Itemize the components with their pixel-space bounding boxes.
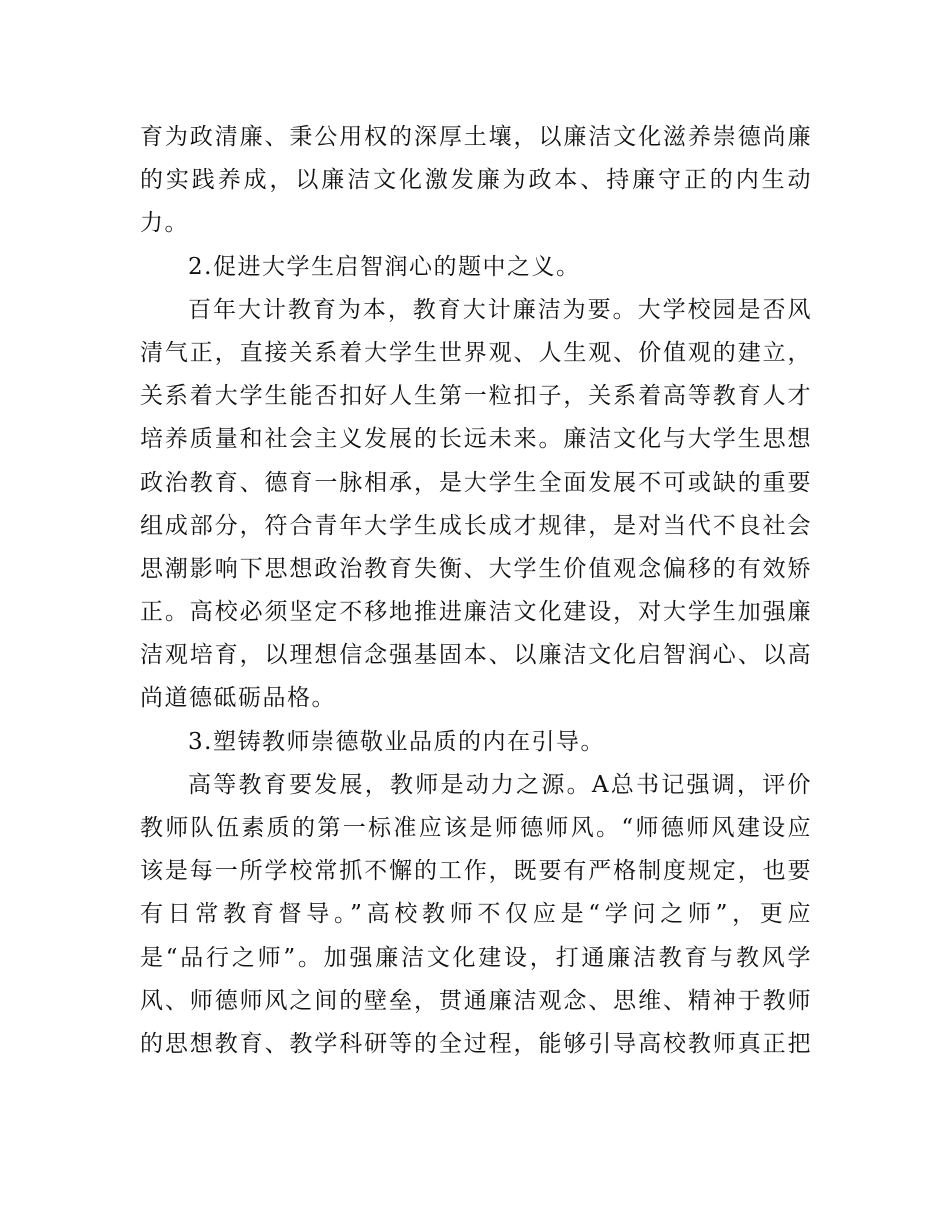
text-line: 是“品行之师”。加强廉洁文化建设，打通廉洁教育与教风学 [140,944,812,971]
text-line: 风、师德师风之间的壁垒，贯通廉洁观念、思维、精神于教师 [140,987,812,1014]
text-line: 高等教育要发展，教师是动力之源。A总书记强调，评价 [188,771,812,798]
document-page [140,116,812,1066]
text-line: 的思想教育、教学科研等的全过程，能够引导高校教师真正把 [140,1030,812,1057]
text-line: 清气正，直接关系着大学生世界观、人生观、价值观的建立， [140,339,812,366]
text-line: 育为政清廉、秉公用权的深厚土壤，以廉洁文化滋养崇德尚廉 [140,124,812,150]
text-line: 关系着大学生能否扣好人生第一粒扣子，关系着高等教育人才 [140,383,812,410]
text-line: 教师队伍素质的第一标准应该是师德师风。“师德师风建设应 [140,815,812,841]
section-heading: 3.塑铸教师崇德敬业品质的内在引导。 [188,728,605,755]
text-line: 有日常教育督导。”高校教师不仅应是“学问之师”，更应 [140,901,812,928]
text-line: 尚道德砥砺品格。 [140,685,336,712]
text-line: 政治教育、德育一脉相承，是大学生全面发展不可或缺的重要 [140,469,812,496]
text-line: 组成部分，符合青年大学生成长成才规律，是对当代不良社会 [140,512,812,539]
text-line: 该是每一所学校常抓不懈的工作，既要有严格制度规定，也要 [140,858,812,885]
text-line: 力。 [140,210,189,237]
text-line: 培养质量和社会主义发展的长远未来。廉洁文化与大学生思想 [140,426,812,453]
text-line: 正。高校必须坚定不移地推进廉洁文化建设，对大学生加强廉 [140,599,812,626]
text-line: 的实践养成，以廉洁文化激发廉为政本、持廉守正的内生动 [140,167,812,194]
section-heading: 2.促进大学生启智润心的题中之义。 [188,253,581,280]
text-line: 洁观培育，以理想信念强基固本、以廉洁文化启智润心、以高 [140,642,812,669]
text-line: 思潮影响下思想政治教育失衡、大学生价值观念偏移的有效矫 [140,555,812,582]
text-line: 百年大计教育为本，教育大计廉洁为要。大学校园是否风 [188,296,812,323]
